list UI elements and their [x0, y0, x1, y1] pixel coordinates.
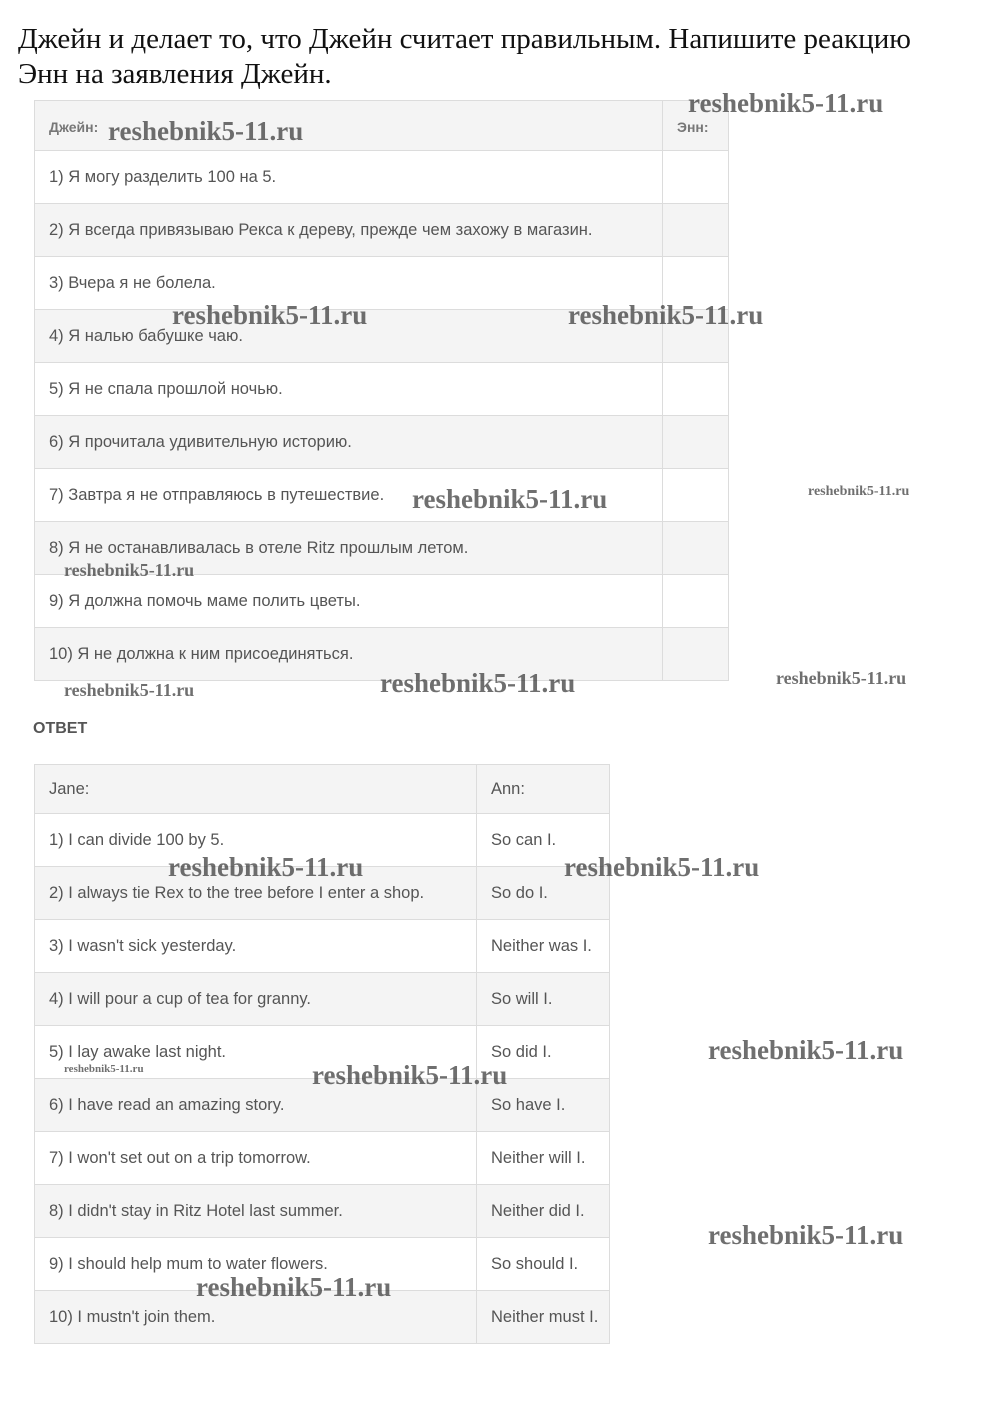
jane-statement: 8) I didn't stay in Ritz Hotel last summer. — [35, 1185, 477, 1238]
watermark: reshebnik5-11.ru — [64, 560, 195, 580]
watermark: reshebnik5-11.ru — [172, 300, 368, 330]
answer-header-jane: Jane: — [35, 765, 477, 814]
task-answer-cell — [663, 363, 729, 416]
task-instructions-line-1: Джейн и делает то, что Джейн считает правильным. Напишите реакцию — [18, 23, 911, 55]
watermark: reshebnik5-11.ru — [564, 852, 760, 882]
ann-reply: Neither did I. — [477, 1185, 610, 1238]
ann-reply: Neither was I. — [477, 920, 610, 973]
watermark: reshebnik5-11.ru — [196, 1272, 392, 1302]
ann-reply: Neither will I. — [477, 1132, 610, 1185]
jane-statement: 2) I always tie Rex to the tree before I enter a shop. — [35, 867, 477, 920]
watermark: reshebnik5-11.ru — [688, 88, 884, 118]
task-table — [34, 100, 729, 681]
task-row: 2) Я всегда привязываю Рекса к дереву, прежде чем захожу в магазин. — [35, 204, 663, 257]
task-row: 5) Я не спала прошлой ночью. — [35, 363, 663, 416]
task-answer-cell — [663, 575, 729, 628]
task-instructions-line-2: Энн на заявления Джейн. — [18, 58, 332, 90]
task-header-jane: Джейн: — [35, 101, 663, 151]
watermark: reshebnik5-11.ru — [380, 668, 576, 698]
watermark: reshebnik5-11.ru — [412, 484, 608, 514]
watermark: reshebnik5-11.ru — [808, 484, 910, 499]
task-answer-cell — [663, 628, 729, 681]
watermark: reshebnik5-11.ru — [568, 300, 764, 330]
ann-reply: So can I. — [477, 814, 610, 867]
task-answer-cell — [663, 151, 729, 204]
watermark: reshebnik5-11.ru — [776, 668, 907, 688]
ann-reply: So do I. — [477, 867, 610, 920]
task-row: 4) Я налью бабушке чаю. — [35, 310, 663, 363]
answer-table — [34, 764, 610, 1344]
task-answer-cell — [663, 204, 729, 257]
task-answer-cell — [663, 416, 729, 469]
task-row: 10) Я не должна к ним присоединяться. — [35, 628, 663, 681]
ann-reply: So will I. — [477, 973, 610, 1026]
jane-statement: 1) I can divide 100 by 5. — [35, 814, 477, 867]
task-header-ann: Энн: — [663, 101, 729, 151]
jane-statement: 4) I will pour a cup of tea for granny. — [35, 973, 477, 1026]
watermark: reshebnik5-11.ru — [168, 852, 364, 882]
task-answer-cell — [663, 522, 729, 575]
answer-header-ann: Ann: — [477, 765, 610, 814]
task-answer-cell — [663, 257, 729, 310]
jane-statement: 5) I lay awake last night. — [35, 1026, 477, 1079]
task-row: 6) Я прочитала удивительную историю. — [35, 416, 663, 469]
answer-title: ОТВЕТ — [33, 720, 88, 737]
task-row: 7) Завтра я не отправляюсь в путешествие. — [35, 469, 663, 522]
ann-reply: So did I. — [477, 1026, 610, 1079]
task-row: 9) Я должна помочь маме полить цветы. — [35, 575, 663, 628]
task-row: 3) Вчера я не болела. — [35, 257, 663, 310]
task-answer-cell — [663, 469, 729, 522]
watermark: reshebnik5-11.ru — [64, 680, 195, 700]
task-answer-cell — [663, 310, 729, 363]
jane-statement: 7) I won't set out on a trip tomorrow. — [35, 1132, 477, 1185]
task-row: 1) Я могу разделить 100 на 5. — [35, 151, 663, 204]
watermark: reshebnik5-11.ru — [708, 1220, 904, 1250]
ann-reply: So should I. — [477, 1238, 610, 1291]
watermark: reshebnik5-11.ru — [312, 1060, 508, 1090]
task-instructions — [18, 22, 993, 92]
task-row: 8) Я не останавливалась в отеле Ritz прошлым летом. — [35, 522, 663, 575]
watermark: reshebnik5-11.ru — [708, 1035, 904, 1065]
watermark: reshebnik5-11.ru — [108, 116, 304, 146]
ann-reply: Neither must I. — [477, 1291, 610, 1344]
ann-reply: So have I. — [477, 1079, 610, 1132]
jane-statement: 10) I mustn't join them. — [35, 1291, 477, 1344]
jane-statement: 6) I have read an amazing story. — [35, 1079, 477, 1132]
watermark: reshebnik5-11.ru — [64, 1063, 144, 1075]
jane-statement: 3) I wasn't sick yesterday. — [35, 920, 477, 973]
jane-statement: 9) I should help mum to water flowers. — [35, 1238, 477, 1291]
